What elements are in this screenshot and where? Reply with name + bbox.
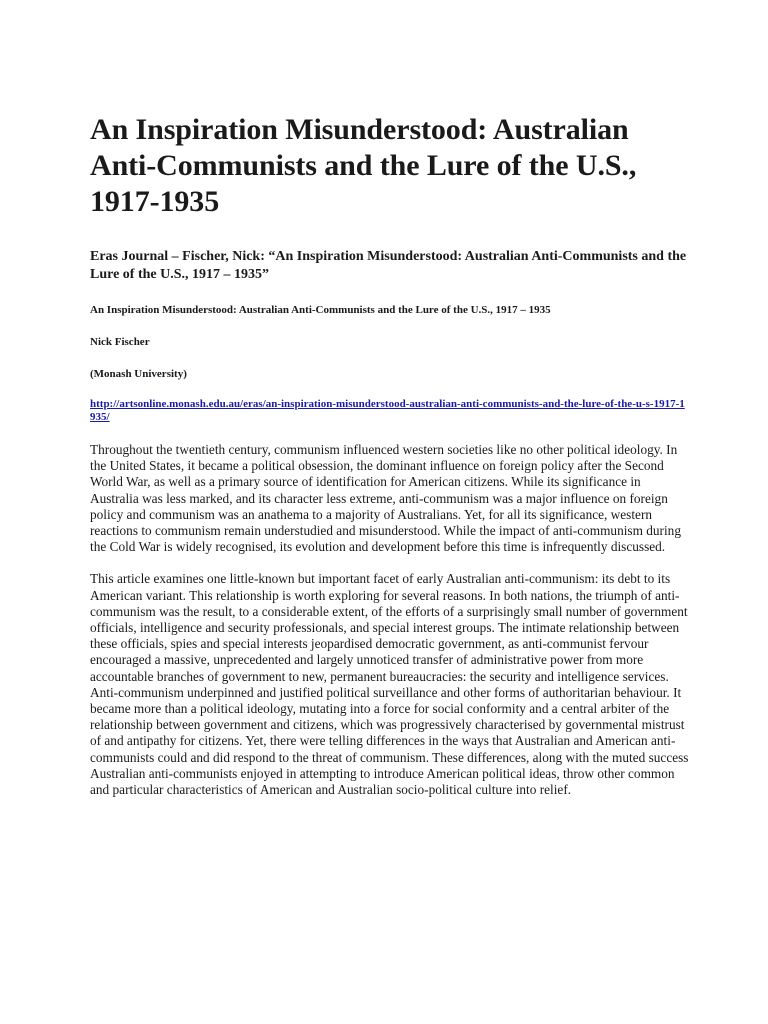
page-title: An Inspiration Misunderstood: Australian Anti-Communists and the Lure of the U.S., 1917-1935	[90, 113, 637, 218]
article-heading: An Inspiration Misunderstood: Australian Anti-Communists and the Lure of the U.S., 1917 – 1935	[90, 304, 551, 316]
body-paragraph-1: Throughout the twentieth century, communism influenced western societies like no other political ideology. In the United States, it became a political obsession, the dominant influence on foreign policy after the Second World War, as well as a primary source of identification for American citizens. While its significance in Australia was less marked, and its character less extreme, anti-communism was a major influence on foreign policy and communism was an anathema to a majority of Australians. Yet, for all its significance, western reactions to communism remain understudied and misunderstood. While the impact of anti-communism during the Cold War is widely recognised, its evolution and development before this time is infrequently discussed.	[90, 442, 681, 555]
author-name: Nick Fischer	[90, 336, 150, 348]
document-page	[90, 112, 690, 814]
source-link[interactable]: http://artsonline.monash.edu.au/eras/an-inspiration-misunderstood-australian-anti-communists-and-the-lure-of-the-u-s-1917-1935/	[90, 398, 685, 423]
citation: Eras Journal – Fischer, Nick: “An Inspiration Misunderstood: Australian Anti-Communists and the Lure of the U.S., 1917 – 1935”	[90, 249, 687, 282]
author-affiliation: (Monash University)	[90, 368, 187, 380]
body-paragraph-2: This article examines one little-known but important facet of early Australian anti-communism: its debt to its American variant. This relationship is worth exploring for several reasons. In both nations, the triumph of anti-communism was the result, to a considerable extent, of the efforts of a surprisingly small number of government officials, intelligence and security professionals, and special interest groups. The intimate relationship between these officials, spies and special interests jeopardised democratic government, as anti-communist fervour encouraged a massive, unprecedented and largely unnoticed transfer of administrative power from more accountable branches of government to new, permanent bureaucracies: the security and intelligence services. Anti-communism underpinned and justified political surveillance and other forms of authoritarian behaviour. It became more than a political ideology, mutating into a force for social conformity and a central arbiter of the relationship between government and citizens, which was progressively characterised by governmental mistrust of and antipathy for citizens. Yet, there were telling differences in the ways that Australian and American anti-communists could and did respond to the threat of communism. These differences, along with the muted success Australian anti-communists enjoyed in attempting to introduce American political ideas, throw other common and particular characteristics of American and Australian socio-political culture into relief.	[90, 571, 689, 798]
